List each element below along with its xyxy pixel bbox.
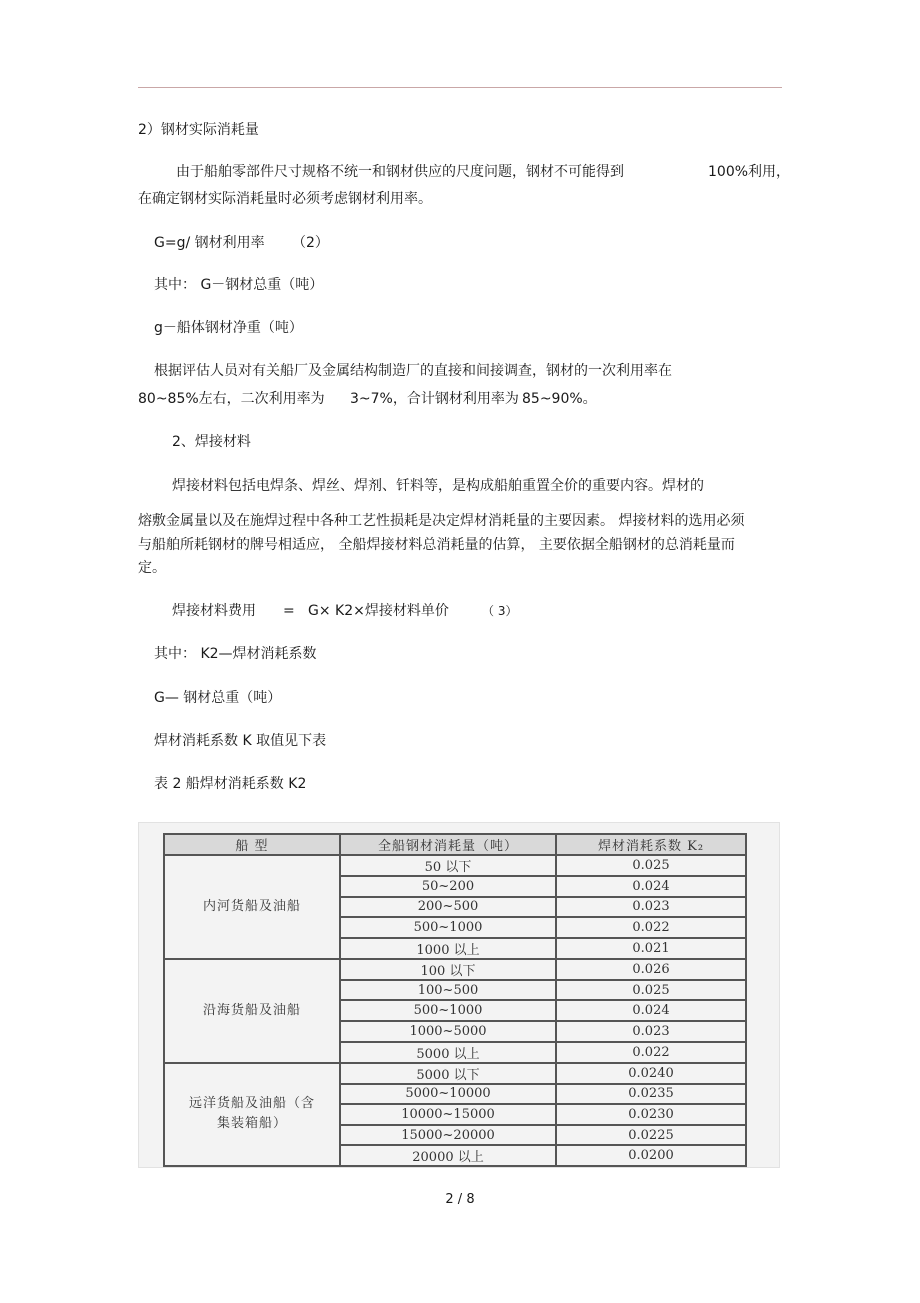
formula-3-lhs: 焊接材料费用: [172, 603, 256, 619]
coefficient-cell: 0.025: [556, 855, 746, 876]
para1-line1-tail: 100%利用，: [708, 164, 791, 180]
para3-line4: 定。: [138, 560, 166, 576]
welding-coefficient-table: [163, 833, 747, 1167]
steel-range-cell: 200~500: [340, 897, 556, 918]
coefficient-cell: 0.021: [556, 938, 746, 959]
para2-line2-c: 85~90%。: [522, 391, 597, 407]
section2-title: 2、焊接材料: [172, 434, 251, 450]
definition-K2: 其中： K2—焊材消耗系数: [154, 646, 317, 662]
steel-range-cell: 50 以下: [340, 855, 556, 876]
definition-G: 其中： G－钢材总重（吨）: [154, 277, 324, 293]
ship-type-cell: 沿海货船及油船: [164, 959, 340, 1063]
para2-line2-b: 3~7%，合计钢材利用率为: [350, 391, 519, 407]
steel-range-cell: 5000 以下: [340, 1063, 556, 1084]
table-row: [164, 1063, 746, 1084]
header-steel-consumption: 全船钢材消耗量（吨）: [340, 834, 556, 855]
table-image: [138, 822, 780, 1168]
coefficient-cell: 0.024: [556, 876, 746, 897]
para3-line3: 与船舶所耗钢材的牌号相适应， 全船焊接材料总消耗量的估算， 主要依据全船钢材的总消耗量而: [138, 537, 735, 553]
coefficient-cell: 0.022: [556, 1042, 746, 1063]
formula-3-equals: =: [283, 603, 295, 619]
coefficient-cell: 0.022: [556, 917, 746, 938]
page-number: 2 / 8: [445, 1192, 475, 1207]
steel-range-cell: 15000~20000: [340, 1125, 556, 1146]
steel-range-cell: 20000 以上: [340, 1145, 556, 1166]
para1-line2: 在确定钢材实际消耗量时必须考虑钢材利用率。: [138, 191, 432, 207]
coefficient-cell: 0.0235: [556, 1084, 746, 1105]
coefficient-cell: 0.0200: [556, 1145, 746, 1166]
coefficient-cell: 0.023: [556, 1021, 746, 1042]
coefficient-cell: 0.026: [556, 959, 746, 980]
coefficient-cell: 0.0240: [556, 1063, 746, 1084]
para1-line1-text: 由于船舶零部件尺寸规格不统一和钢材供应的尺度问题，钢材不可能得到: [176, 164, 624, 180]
coefficient-cell: 0.0230: [556, 1104, 746, 1125]
steel-range-cell: 50~200: [340, 876, 556, 897]
header-welding-coefficient: 焊材消耗系数 K₂: [556, 834, 746, 855]
steel-range-cell: 100 以下: [340, 959, 556, 980]
header-rule: [138, 87, 782, 88]
table-caption: 表 2 船焊材消耗系数 K2: [154, 776, 307, 792]
ship-type-cell: [164, 1063, 340, 1167]
steel-range-cell: 1000 以上: [340, 938, 556, 959]
para2-line1: 根据评估人员对有关船厂及金属结构制造厂的直接和间接调查，钢材的一次利用率在: [154, 363, 672, 379]
para2-line2-a: 80~85%左右，二次利用率为: [138, 391, 325, 407]
steel-range-cell: 5000 以上: [340, 1042, 556, 1063]
definition-g: g－船体钢材净重（吨）: [154, 320, 303, 336]
steel-range-cell: 500~1000: [340, 1000, 556, 1021]
table-row: [164, 959, 746, 980]
formula-2-number: （2）: [292, 235, 329, 251]
section-title: 2）钢材实际消耗量: [138, 122, 259, 138]
header-ship-type: 船 型: [164, 834, 340, 855]
table-reference-text: 焊材消耗系数 K 取值见下表: [154, 733, 327, 749]
formula-2-expression: G=g/ 钢材利用率: [154, 235, 265, 251]
ship-type-line-2: 集装箱船）: [216, 1116, 287, 1132]
para3-line2: 熔敷金属量以及在施焊过程中各种工艺性损耗是决定焊材消耗量的主要因素。 焊接材料的选用必须: [138, 513, 745, 529]
table-header-row: [164, 834, 746, 855]
coefficient-cell: 0.024: [556, 1000, 746, 1021]
formula-3-rhs: G× K2×焊接材料单价: [308, 603, 449, 619]
coefficient-cell: 0.025: [556, 980, 746, 1001]
table-row: [164, 855, 746, 876]
steel-range-cell: 1000~5000: [340, 1021, 556, 1042]
steel-range-cell: 100~500: [340, 980, 556, 1001]
ship-type-line-1: 远洋货船及油船（含: [188, 1096, 315, 1112]
coefficient-cell: 0.023: [556, 897, 746, 918]
para3-line1: 焊接材料包括电焊条、焊丝、焊剂、钎料等，是构成船舶重置全价的重要内容。焊材的: [172, 478, 704, 494]
steel-range-cell: 10000~15000: [340, 1104, 556, 1125]
ship-type-cell: 内河货船及油船: [164, 855, 340, 959]
formula-3-number: （ 3）: [482, 604, 518, 618]
definition-G-2: G— 钢材总重（吨）: [154, 690, 282, 706]
steel-range-cell: 5000~10000: [340, 1084, 556, 1105]
steel-range-cell: 500~1000: [340, 917, 556, 938]
coefficient-cell: 0.0225: [556, 1125, 746, 1146]
